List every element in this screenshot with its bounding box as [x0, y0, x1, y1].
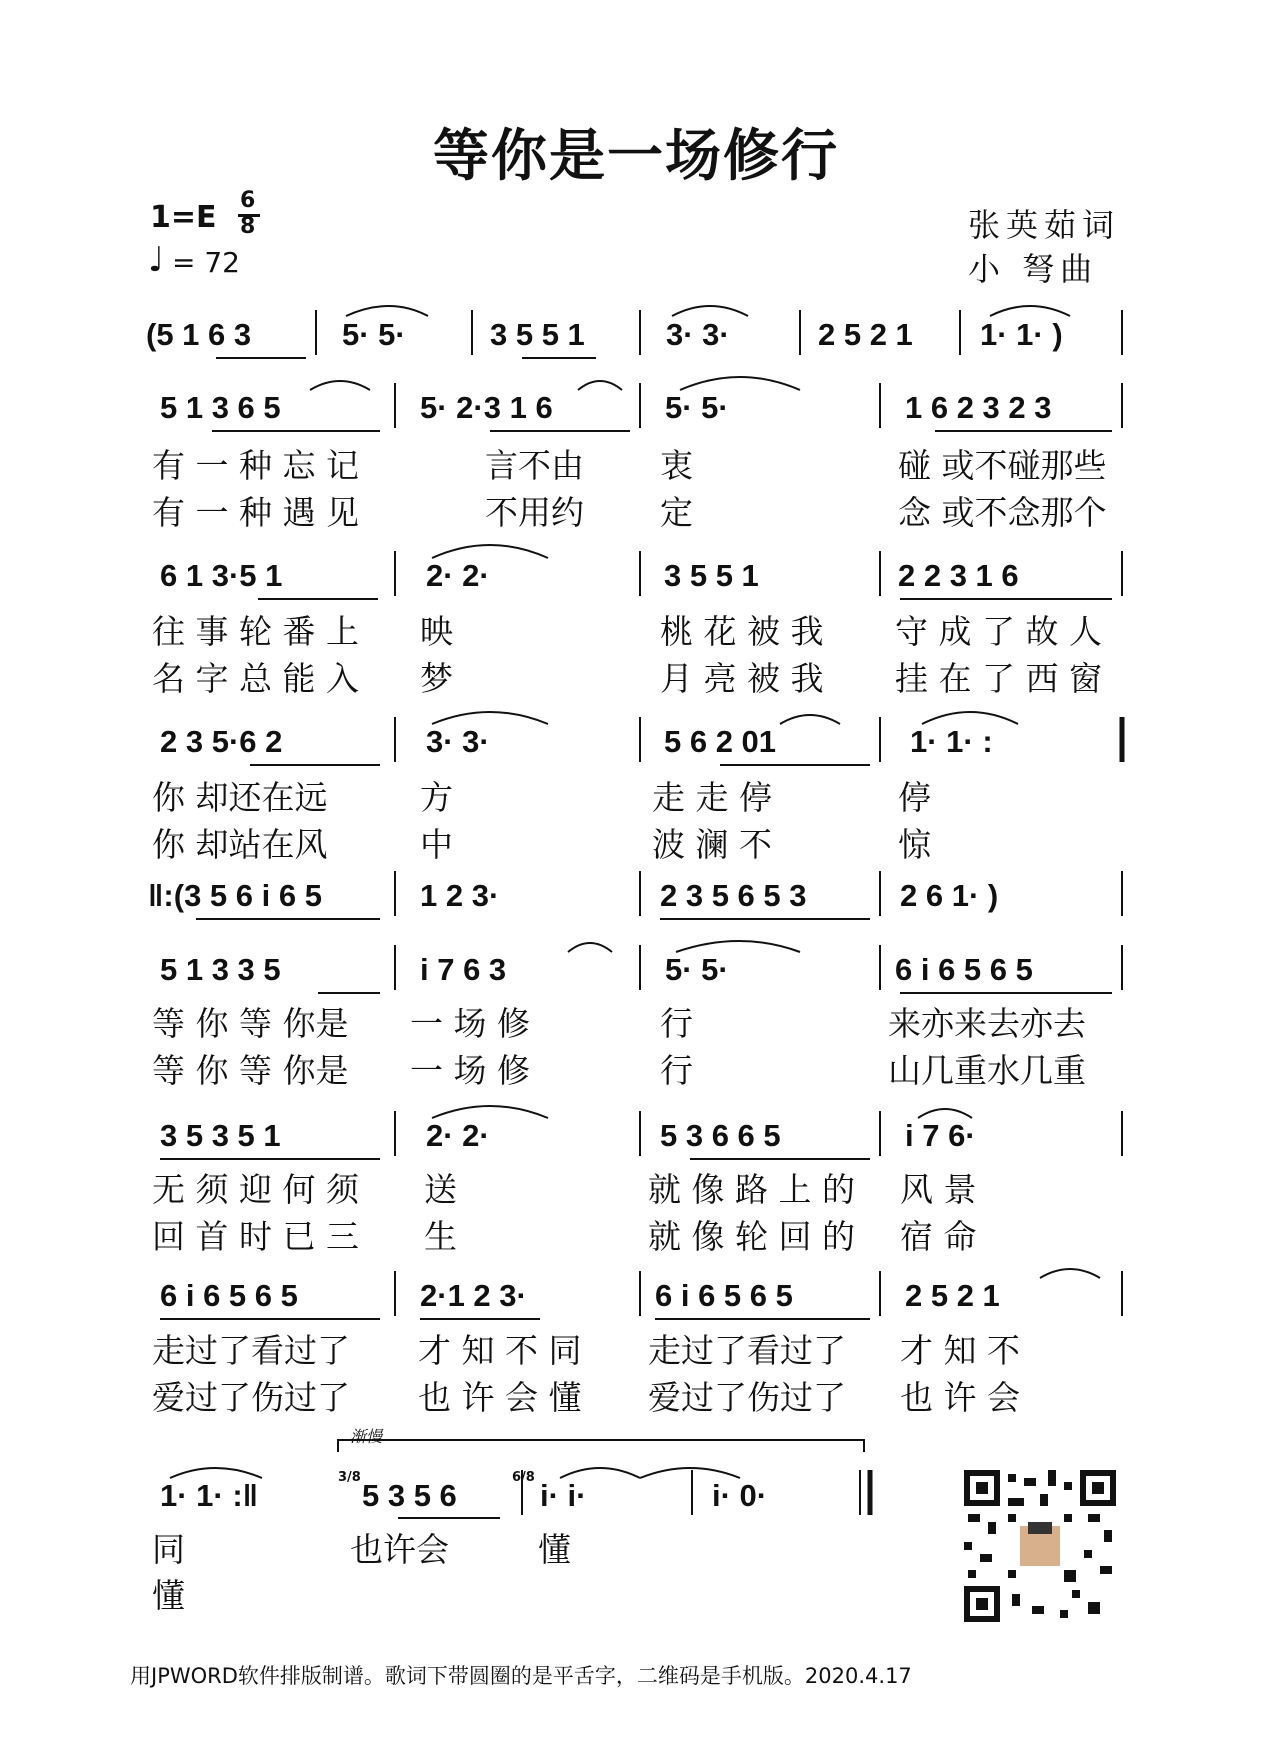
lyric-verse-2: 月 亮 被 我: [660, 659, 824, 698]
notation-measure: i 7 6·: [905, 1118, 976, 1153]
lyric-verse-1: 映: [420, 612, 453, 651]
notation-measure: 2· 2·: [426, 558, 490, 593]
notation-measure: 2 5 2 1: [818, 317, 913, 352]
lyric-verse-2: 就 像 轮 回 的: [648, 1217, 855, 1256]
composer: 小 弩曲: [968, 250, 1099, 288]
notation-measure: 2 2 3 1 6: [898, 558, 1019, 593]
notation-measure: 1 2 3·: [420, 878, 500, 913]
time-signature-bottom: 8: [240, 214, 256, 239]
lyric-verse-2: 也 许 会: [900, 1378, 1020, 1417]
lyric-verse-1: 有 一 种 忘 记: [152, 446, 359, 485]
lyric-verse-1: 才 知 不 同: [418, 1331, 582, 1370]
lyric-verse-1: 你 却还在远: [152, 778, 328, 817]
quarter-note-icon: ♩: [148, 240, 165, 280]
notation-measure: i 7 6 3: [420, 952, 507, 987]
notation-measure: 5· 5·: [342, 317, 406, 352]
notation-measure: i· 0·: [712, 1478, 768, 1513]
lyric-verse-1: 碰 或不碰那些: [898, 446, 1107, 485]
qr-code-icon: [960, 1466, 1120, 1626]
lyric-verse-1: 守 成 了 故 人: [895, 612, 1102, 651]
footer-note: 用JPWORD软件排版制谱。歌词下带圆圈的是平舌字，二维码是手机版。2020.4.17: [130, 1664, 912, 1688]
key-signature: 1=E: [150, 200, 217, 235]
notation-measure: 1· 1· :‖: [160, 1478, 259, 1513]
lyric-verse-1: 风 景: [900, 1170, 977, 1209]
lyric-verse-2: 宿 命: [900, 1217, 977, 1256]
notation-measure: 1 6 2 3 2 3: [905, 390, 1052, 425]
notation-measure: 6 i 6 5 6 5: [655, 1278, 793, 1313]
notation-measure: 5 1 3 3 5: [160, 952, 281, 987]
lyric-verse-1: 衷: [660, 446, 693, 485]
lyric-verse-1: 桃 花 被 我: [660, 612, 824, 651]
lyric-verse-1: 同: [152, 1530, 185, 1569]
lyric-verse-1: 无 须 迎 何 须: [152, 1170, 359, 1209]
lyric-verse-2: 爱过了伤过了: [152, 1378, 350, 1417]
lyric-verse-1: 来亦来去亦去: [888, 1004, 1086, 1043]
lyric-verse-2: 有 一 种 遇 见: [152, 493, 359, 532]
notation-measure: 3 5 5 1: [664, 558, 759, 593]
lyric-verse-2: 行: [660, 1051, 693, 1090]
lyric-verse-2: 回 首 时 已 三: [152, 1217, 359, 1256]
song-title: 等你是一场修行: [433, 124, 839, 189]
lyric-verse-1: 方: [420, 778, 453, 817]
time-signature-top: 6: [240, 188, 256, 213]
lyric-verse-1: 行: [660, 1004, 693, 1043]
lyric-verse-2: 中: [420, 825, 453, 864]
tempo-mark: = 72: [172, 246, 240, 279]
lyric-verse-1: 走过了看过了: [152, 1331, 350, 1370]
notation-measure: 3 5 5 1: [490, 317, 585, 352]
lyric-verse-2: 也 许 会 懂: [418, 1378, 582, 1417]
notation-measure: (5 1 6 3: [146, 317, 252, 352]
lyric-verse-2: 爱过了伤过了: [648, 1378, 846, 1417]
lyricist: 张英茹词: [968, 206, 1121, 244]
notation-measure: 5· 2·3 1 6: [420, 390, 553, 425]
notation-measure: 1· 1· ): [980, 317, 1063, 352]
lyric-verse-2: 惊: [898, 825, 931, 864]
notation-measure: 3 5 3 5 1: [160, 1118, 281, 1153]
notation-measure: 2 6 1· ): [900, 878, 999, 913]
lyric-verse-1: 就 像 路 上 的: [648, 1170, 855, 1209]
notation-measure: ‖:(3 5 6 i 6 5: [148, 878, 322, 913]
lyric-verse-1: 一 场 修: [410, 1004, 530, 1043]
lyric-verse-2: 懂: [152, 1576, 185, 1615]
lyric-verse-2: 定: [660, 493, 693, 532]
lyric-verse-1: 也许会: [350, 1530, 449, 1569]
ritardando-mark: 渐慢: [350, 1427, 383, 1446]
lyric-verse-2: 山几重水几重: [888, 1051, 1086, 1090]
meter-change: 3/8: [338, 1470, 361, 1485]
notation-measure: 3· 3·: [666, 317, 730, 352]
notation-measure: 5· 5·: [665, 390, 729, 425]
lyric-verse-1: 等 你 等 你是: [152, 1004, 349, 1043]
notation-measure: 3· 3·: [426, 724, 490, 759]
lyric-verse-2: 你 却站在风: [152, 825, 328, 864]
meter-change: 6/8: [512, 1470, 535, 1485]
lyric-verse-2: 生: [424, 1217, 457, 1256]
lyric-verse-1: 停: [898, 778, 931, 817]
notation-measure: 1· 1· :: [910, 724, 993, 759]
notation-measure: 6 1 3·5 1: [160, 558, 283, 593]
notation-measure: 2 5 2 1: [905, 1278, 1000, 1313]
lyric-verse-2: 挂 在 了 西 窗: [895, 659, 1102, 698]
lyric-verse-2: 梦: [420, 659, 453, 698]
lyric-verse-1: 送: [424, 1170, 457, 1209]
notation-measure: 5 1 3 6 5: [160, 390, 281, 425]
notation-measure: 2 3 5 6 5 3: [660, 878, 807, 913]
lyric-verse-1: 走过了看过了: [648, 1331, 846, 1370]
lyric-verse-1: 懂: [538, 1530, 571, 1569]
notation-measure: 5 3 5 6: [362, 1478, 457, 1513]
lyric-verse-1: 往 事 轮 番 上: [152, 612, 359, 651]
lyric-verse-2: 等 你 等 你是: [152, 1051, 349, 1090]
notation-measure: 6 i 6 5 6 5: [895, 952, 1033, 987]
notation-measure: 2 3 5·6 2: [160, 724, 283, 759]
lyric-verse-2: 念 或不念那个: [898, 493, 1107, 532]
notation-measure: 5· 5·: [665, 952, 729, 987]
notation-measure: 5 6 2 01: [664, 724, 777, 759]
notation-measure: 2·1 2 3·: [420, 1278, 527, 1313]
lyric-verse-1: 走 走 停: [652, 778, 772, 817]
notation-measure: 6 i 6 5 6 5: [160, 1278, 298, 1313]
lyric-verse-2: 名 字 总 能 入: [152, 659, 359, 698]
lyric-verse-2: 不用约: [485, 493, 584, 532]
notation-measure: 5 3 6 6 5: [660, 1118, 781, 1153]
notation-measure: i· i·: [540, 1478, 587, 1513]
notation-measure: 2· 2·: [426, 1118, 490, 1153]
lyric-verse-2: 一 场 修: [410, 1051, 530, 1090]
lyric-verse-1: 言不由: [485, 446, 584, 485]
lyric-verse-1: 才 知 不: [900, 1331, 1020, 1370]
lyric-verse-2: 波 澜 不: [652, 825, 772, 864]
